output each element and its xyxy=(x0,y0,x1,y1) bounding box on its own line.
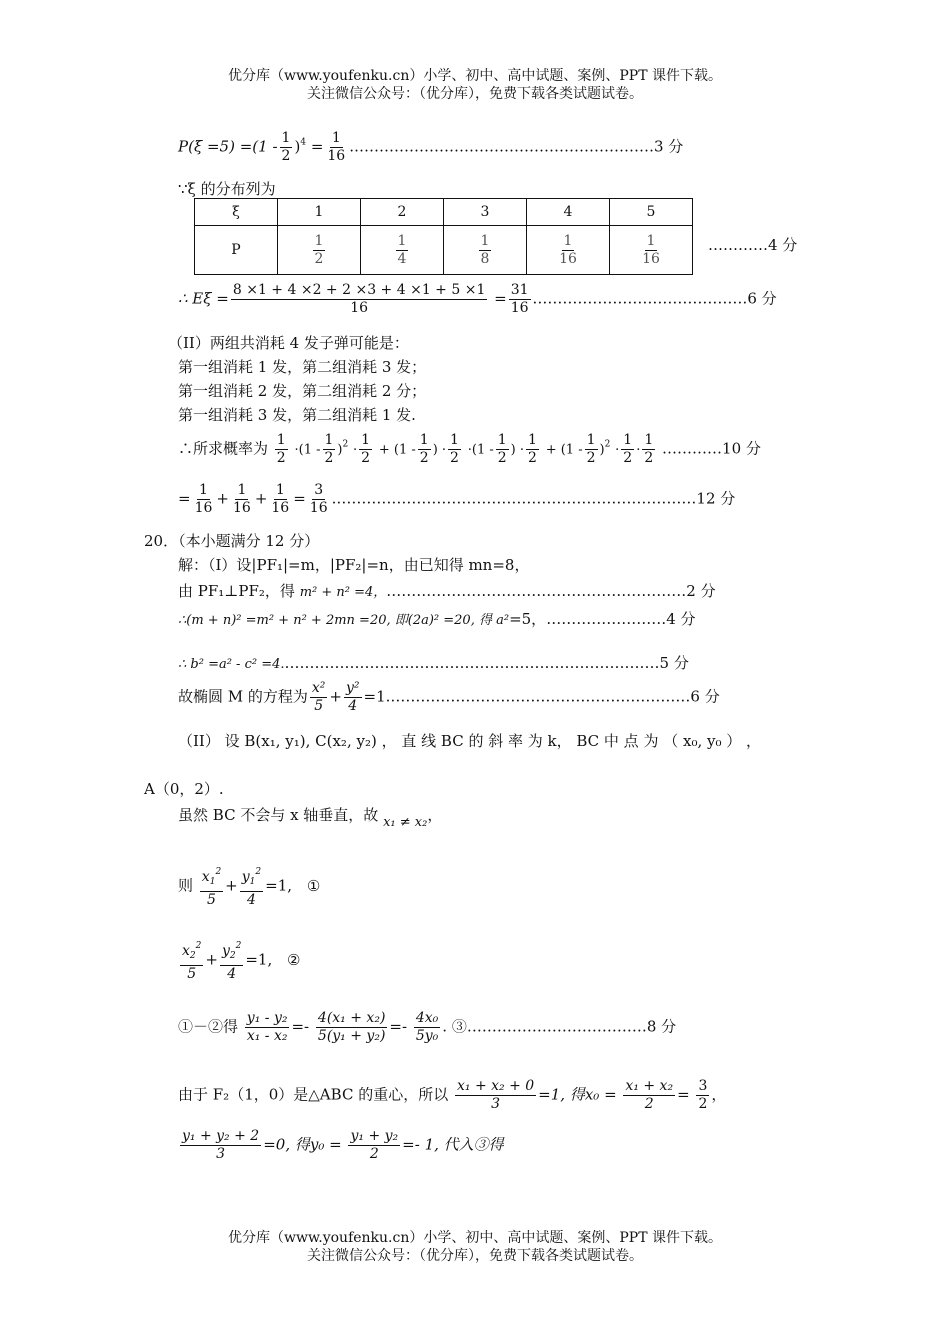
q20-title: 20．（本小题满分 12 分） xyxy=(144,532,320,550)
q20-centroid-x: 由于 F₂（1，0）是△ABC 的重心，所以 $\frac{\text{x₁ + x₂ + 0}}{3}$ =1, 得x₀ = $\frac{\text{x₁ + x₂}}{2}$ = $\frac{3}{2}$ ， xyxy=(178,1078,727,1112)
table-row xyxy=(195,226,693,275)
footer-line-1: 优分库（www.youfenku.cn）小学、初中、高中试题、案例、PPT 课件下载。 xyxy=(227,1230,722,1246)
q20-line: 虽然 BC 不会与 x 轴垂直，故 x₁ ≠ x₂， xyxy=(178,806,443,830)
p5-equation: P(ξ =5) =(1 - $\frac{1}{2}$ )$^4$ = $\frac{1}{16}$ .……………………………………………………3 分 xyxy=(178,130,684,164)
part2-case: 第一组消耗 3 发，第二组消耗 1 发. xyxy=(178,406,416,424)
table-cell: 3 xyxy=(444,199,527,226)
distribution-table xyxy=(194,198,693,275)
table-score: …………4 分 xyxy=(708,236,798,254)
table-cell: 2 xyxy=(361,199,444,226)
part2-case: 第一组消耗 2 发，第二组消耗 2 分； xyxy=(178,382,427,400)
part2-probability: ∴所求概率为 $\frac{1}{2}$ ·(1 - $\frac{1}{2}$ )$^2$ · $\frac{1}{2}$ + (1 - $\frac{1}{2}$ ) · $\frac{1}{2}$ ·(1 - $\frac{1}{2}$ ) · $\frac{1}{2}$ + (1 - $\frac{1}{2}$ )$^2$ · $\frac{1}{2}$ · $\frac{1}{2}$ …………10 分 xyxy=(178,432,761,466)
q20-line: 解：（I）设|PF₁|=m，|PF₂|=n，由已知得 mn=8， xyxy=(178,556,530,574)
q20-line: 由 PF₁⊥PF₂，得 m² + n² =4，……………………………………………………2 分 xyxy=(178,582,716,600)
q20-eq3: ①－②得 $\frac{\text{y₁ - y₂}}{\text{x₁ - x₂}}$ =- $\frac{\text{4(x₁ + x₂)}}{\text{5(y₁ + y₂)}}$ =- $\frac{\text{4x₀}}{\text{5y₀}}$ . ③………………………………8 分 xyxy=(178,1010,677,1044)
q20-line: （II） 设 B(x₁, y₁), C(x₂, y₂) ， 直 线 BC 的 斜 率 为 k， BC 中 点 为 （ x₀, y₀ ） ， xyxy=(178,732,762,750)
q20-line: ∴(m + n)² =m² + n² + 2mn =20, 即(2a)² =20, 得 a²=5，……………………4 分 xyxy=(178,610,696,628)
table-cell: 4 xyxy=(527,199,610,226)
header-line-1: 优分库（www.youfenku.cn）小学、初中、高中试题、案例、PPT 课件下载。 xyxy=(227,68,722,84)
q20-ellipse-equation: 故椭圆 M 的方程为 $\frac{\text{x²}}{5}$ + $\frac{\text{y²}}{4}$ =1.……………………………………………………6 分 xyxy=(178,680,720,714)
table-cell: $\frac{1}{8}$ xyxy=(444,226,527,275)
table-cell: $\frac{1}{4}$ xyxy=(361,226,444,275)
table-cell: 5 xyxy=(610,199,693,226)
q20-eq1: 则 $\frac{x_1^2}{5}$ + $\frac{y_1^2}{4}$ =1, ① xyxy=(178,864,320,909)
table-row xyxy=(195,199,693,226)
header-line-2: 关注微信公众号：（优分库），免费下载各类试题试卷。 xyxy=(307,86,643,102)
expectation-equation: ∴ Eξ = $\frac{8 \times 1 + 4 \times 2 + 2 \times 3 + 4 \times 1 + 5 \times 1}{16}$ = $\frac{31}{16}$ .……………………………………6 分 xyxy=(178,282,777,316)
table-cell: 1 xyxy=(278,199,361,226)
part2-title: （II）两组共消耗 4 发子弹可能是： xyxy=(168,334,409,352)
q20-centroid-y: $\frac{\text{y₁ + y₂ + 2}}{3}$ =0, 得y₀ = $\frac{\text{y₁ + y₂}}{2}$ =- 1, 代入③得 xyxy=(182,1128,504,1162)
dist-intro: ∵ξ 的分布列为 xyxy=(178,180,276,198)
q20-eq2: $\frac{x_2^2}{5}$ + $\frac{y_2^2}{4}$ =1, ② xyxy=(178,938,300,983)
part2-sum: = $\frac{1}{16}$ + $\frac{1}{16}$ + $\frac{1}{16}$ = $\frac{3}{16}$ .………………………………………………………………12 分 xyxy=(178,482,736,516)
table-cell: $\frac{1}{2}$ xyxy=(278,226,361,275)
part2-case: 第一组消耗 1 发，第二组消耗 3 发； xyxy=(178,358,427,376)
q20-line: ∴ b² =a² - c² =4.…………………………………………………………………5 分 xyxy=(178,654,689,672)
table-row-label: P xyxy=(195,226,278,275)
footer-line-2: 关注微信公众号：（优分库），免费下载各类试题试卷。 xyxy=(307,1248,643,1264)
table-cell: $\frac{1}{16}$ xyxy=(610,226,693,275)
q20-line: A（0，2）. xyxy=(144,780,224,798)
table-cell: $\frac{1}{16}$ xyxy=(527,226,610,275)
table-head-label: ξ xyxy=(195,199,278,226)
